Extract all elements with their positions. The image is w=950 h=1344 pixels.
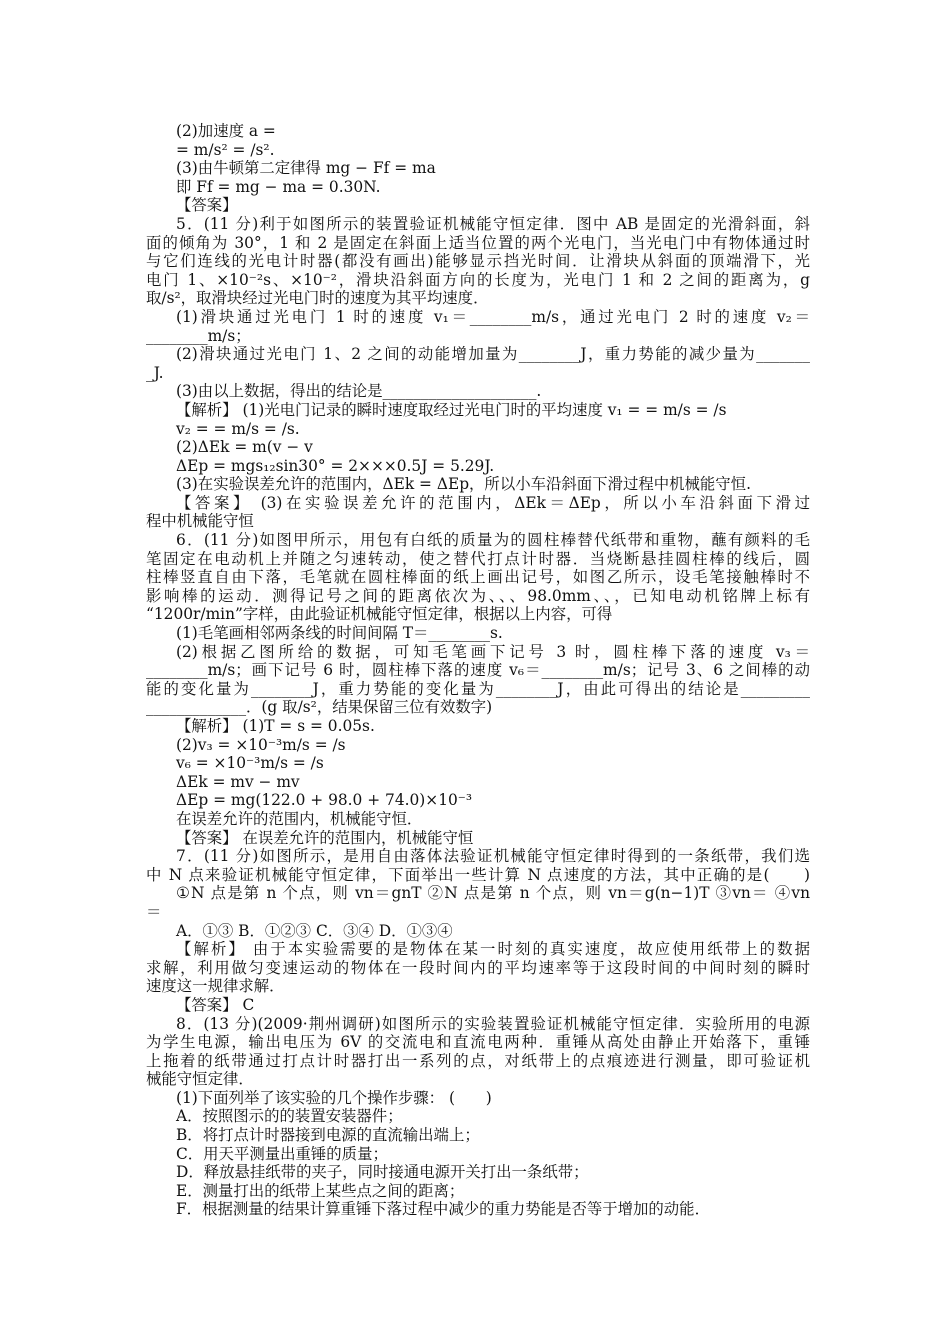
text-line: 求解，利用做匀变速运动的物体在一段时间内的平均速率等于这段时间的中间时刻的瞬时 bbox=[146, 958, 810, 977]
text-line: D．释放悬挂纸带的夹子，同时接通电源开关打出一条纸带； bbox=[176, 1163, 589, 1182]
text-line: ΔEk = mv − mv bbox=[176, 772, 300, 791]
text-line: = m/s² = /s². bbox=[176, 140, 275, 159]
text-line: 械能守恒定律． bbox=[146, 1070, 254, 1089]
text-line: (3)在实验误差允许的范围内，ΔEk = ΔEp，所以小车沿斜面下滑过程中机械能守恒. bbox=[176, 475, 751, 494]
text-line: ________m/s； bbox=[146, 326, 251, 345]
text-line: 能的变化量为________J，重力势能的变化量为________J，由此可得出的结论是_________ bbox=[146, 679, 810, 698]
text-line: 中 N 点来验证机械能守恒定律，下面举出一些计算 N 点速度的方法，其中正确的是( ) bbox=[146, 865, 810, 884]
text-line: 速度这一规律求解． bbox=[146, 977, 285, 996]
text-line: 8．(13 分)(2009·荆州调研)如图所示的实验装置验证机械能守恒定律．实验所用的电源 bbox=[176, 1014, 810, 1033]
text-line: C．用天平测量出重锤的质量； bbox=[176, 1144, 388, 1163]
text-line: 即 Ff = mg − ma = 0.30N. bbox=[176, 177, 381, 196]
text-line: 与它们连线的光电计时器(都没有画出)能够显示挡光时间．让滑块从斜面的顶端滑下，光 bbox=[146, 252, 810, 271]
text-line: (1)滑块通过光电门 1 时的速度 v₁＝________m/s，通过光电门 2 时的速度 v₂＝ bbox=[176, 307, 810, 326]
text-line: 影响棒的运动．测得记号之间的距离依次为、、、98.0mm、、，已知电动机铭牌上标有 bbox=[146, 586, 810, 605]
text-line: v₆ = ×10⁻³m/s = /s bbox=[176, 754, 324, 773]
text-line: 柱棒竖直自由下落，毛笔就在圆柱棒面的纸上画出记号，如图乙所示，设毛笔接触棒时不 bbox=[146, 568, 810, 587]
text-line: (1)毛笔画相邻两条线的时间间隔 T＝________s. bbox=[176, 624, 503, 643]
text-line: 【答案】 (3)在实验误差允许的范围内，ΔEk＝ΔEp，所以小车沿斜面下滑过 bbox=[176, 493, 810, 512]
text-line: 【解析】 由于本实验需要的是物体在某一时刻的真实速度，故应使用纸带上的数据 bbox=[176, 940, 810, 959]
text-line: v₂ = = m/s = /s. bbox=[176, 419, 300, 438]
text-line: (2)根据乙图所给的数据，可知毛笔画下记号 3 时，圆柱棒下落的速度 v₃＝ bbox=[176, 642, 810, 661]
text-line: 【答案】 bbox=[176, 196, 238, 215]
text-line: 面的倾角为 30°，1 和 2 是固定在斜面上适当位置的两个光电门，当光电门中有物体通过时 bbox=[146, 233, 810, 252]
text-line: 程中机械能守恒 bbox=[146, 512, 254, 531]
text-line: (1)下面列举了该实验的几个操作步骤： ( ) bbox=[176, 1088, 492, 1107]
text-line: “1200r/min”字样，由此验证机械能守恒定律，根据以上内容，可得 bbox=[146, 605, 613, 624]
text-line: ________m/s；画下记号 6 时，圆柱棒下落的速度 v₆＝________m/s；记号 3、6 之间棒的动 bbox=[146, 661, 810, 680]
text-line: 【答案】 C bbox=[176, 995, 255, 1014]
document-body bbox=[146, 122, 810, 1219]
text-line: 在误差允许的范围内，机械能守恒． bbox=[176, 809, 423, 828]
text-line: (2)v₃ = ×10⁻³m/s = /s bbox=[176, 735, 346, 754]
text-line: 【答案】 在误差允许的范围内，机械能守恒 bbox=[176, 828, 474, 847]
text-line: 6．(11 分)如图甲所示，用包有白纸的质量为的圆柱棒替代纸带和重物，蘸有颜料的毛 bbox=[176, 531, 810, 550]
text-line: (3)由牛顿第二定律得 mg − Ff = ma bbox=[176, 159, 436, 178]
text-line: ＝ bbox=[146, 902, 162, 921]
text-line: _____________．(g 取/s²，结果保留三位有效数字) bbox=[146, 698, 493, 717]
text-line: 5．(11 分)利于如图所示的装置验证机械能守恒定律．图中 AB 是固定的光滑斜面，斜 bbox=[176, 214, 810, 233]
text-line: 7．(11 分)如图所示，是用自由落体法验证机械能守恒定律时得到的一条纸带，我们选 bbox=[176, 847, 810, 866]
text-line: 【解析】 (1)T = s = 0.05s. bbox=[176, 717, 375, 735]
text-line: (2)滑块通过光电门 1、2 之间的动能增加量为________J，重力势能的减少量为_______ bbox=[176, 345, 810, 364]
text-line: F．根据测量的结果计算重锤下落过程中减少的重力势能是否等于增加的动能． bbox=[176, 1200, 710, 1219]
text-line: 上拖着的纸带通过打点计时器打出一系列的点，对纸带上的点痕迹进行测量，即可验证机 bbox=[146, 1051, 810, 1070]
text-line: A．按照图示的的装置安装器件； bbox=[176, 1107, 403, 1126]
text-line: 取/s²，取滑块经过光电门时的速度为其平均速度． bbox=[146, 289, 489, 308]
text-line: 笔固定在电动机上并随之匀速转动，使之替代打点计时器．当烧断悬挂圆柱棒的线后，圆 bbox=[146, 549, 810, 568]
text-line: ΔEp = mgs₁₂sin30° = 2×××0.5J = 5.29J. bbox=[176, 456, 495, 475]
text-line: _J. bbox=[146, 363, 164, 382]
text-line: A．①③ B．①②③ C．③④ D．①③④ bbox=[176, 921, 453, 940]
text-line: ΔEp = mg(122.0 + 98.0 + 74.0)×10⁻³ bbox=[176, 791, 473, 810]
text-line: E．测量打出的纸带上某些点之间的距离； bbox=[176, 1181, 465, 1200]
text-line: (2)ΔEk = m(v − v bbox=[176, 438, 313, 457]
text-line: 【解析】 (1)光电门记录的瞬时速度取经过光电门时的平均速度 v₁ = = m/s = /s bbox=[176, 400, 727, 419]
text-line: 电门 1、×10⁻²s、×10⁻²，滑块沿斜面方向的长度为，光电门 1 和 2 之间的距离为，g bbox=[146, 270, 810, 289]
text-line: 为学生电源，输出电压为 6V 的交流电和直流电两种．重锤从高处由静止开始落下，重锤 bbox=[146, 1033, 810, 1052]
text-line: B．将打点计时器接到电源的直流输出端上； bbox=[176, 1126, 480, 1145]
text-line: ①N 点是第 n 个点，则 vn＝gnT ②N 点是第 n 个点，则 vn＝g(n−1)T ③vn＝ ④vn bbox=[176, 884, 810, 903]
text-line: (2)加速度 a = bbox=[176, 122, 276, 140]
text-line: (3)由以上数据，得出的结论是____________________. bbox=[176, 382, 542, 401]
